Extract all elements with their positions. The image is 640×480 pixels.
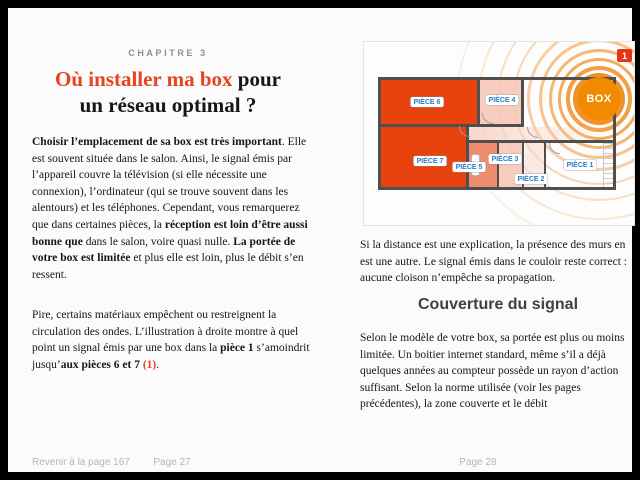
left-paragraph-1: Choisir l’emplacement de sa box est très important. Elle est souvent située dans le salon. Ainsi, le signal émis par l’appareil couvre la télévision (si elle nécessite une connexion), l’ordinateur (qui se trouve souvent dans les alentours) et les téléphones. Cependant, vous remarquerez que dans certaines pièces, la réception est loin d’être aussi bonne que dans le salon, voire quasi nulle. La portée de votre box est limitée et plus elle est loin, plus le débit s’en ressent.	[32, 136, 308, 281]
back-to-page-link[interactable]: Revenir à la page 167	[32, 457, 130, 468]
room-label-piece-1: PIÈCE 1	[564, 160, 597, 170]
page-spread	[8, 8, 632, 472]
floorplan-figure	[363, 41, 635, 226]
wall	[466, 140, 613, 143]
wall	[381, 124, 524, 127]
corridor	[469, 127, 613, 140]
chapter-title: Où installer ma box pour un réseau optimal ?	[55, 67, 281, 117]
room-label-piece-7: PIÈCE 7	[414, 156, 447, 166]
page-number-left: Page 27	[153, 457, 191, 468]
section-heading: Couverture du signal	[417, 296, 579, 313]
figure-number-badge: 1	[617, 49, 632, 62]
stairs-icon	[603, 143, 613, 187]
box-router-marker: BOX	[577, 77, 621, 121]
left-paragraph-2: Pire, certains matériaux empêchent ou restreignent la circulation des ondes. L’illustration à droite montre à quel point un signal émis par une box dans la pièce 1 s’amoindrit jusqu’aux pièces 6 et 7 (1).	[32, 309, 310, 371]
page-number-right: Page 28	[459, 457, 497, 468]
room-label-piece-4: PIÈCE 4	[486, 95, 519, 105]
room-label-piece-2: PIÈCE 2	[515, 174, 548, 184]
room-label-piece-3: PIÈCE 3	[489, 154, 522, 164]
right-paragraph-2: Selon le modèle de votre box, sa portée est plus ou moins limitée. Un boitier internet standard, même s’il a déjà quelques années au compteur possède un rayon d’action suffisant. Selon la norme utilisée (voir les pages précédentes), la zone couverte et le débit	[360, 332, 625, 411]
room-label-piece-5: PIÈCE 5	[453, 162, 486, 172]
wall	[497, 143, 499, 187]
wall	[521, 80, 524, 127]
right-paragraph-1: Si la distance est une explication, la présence des murs en est une autre. Le signal émis dans le couloir reste correct : aucune cloison n’empêche sa propagation.	[360, 239, 627, 285]
chapter-kicker: CHAPITRE 3	[128, 48, 208, 58]
wall	[477, 80, 480, 127]
room-label-piece-6: PIÈCE 6	[411, 97, 444, 107]
